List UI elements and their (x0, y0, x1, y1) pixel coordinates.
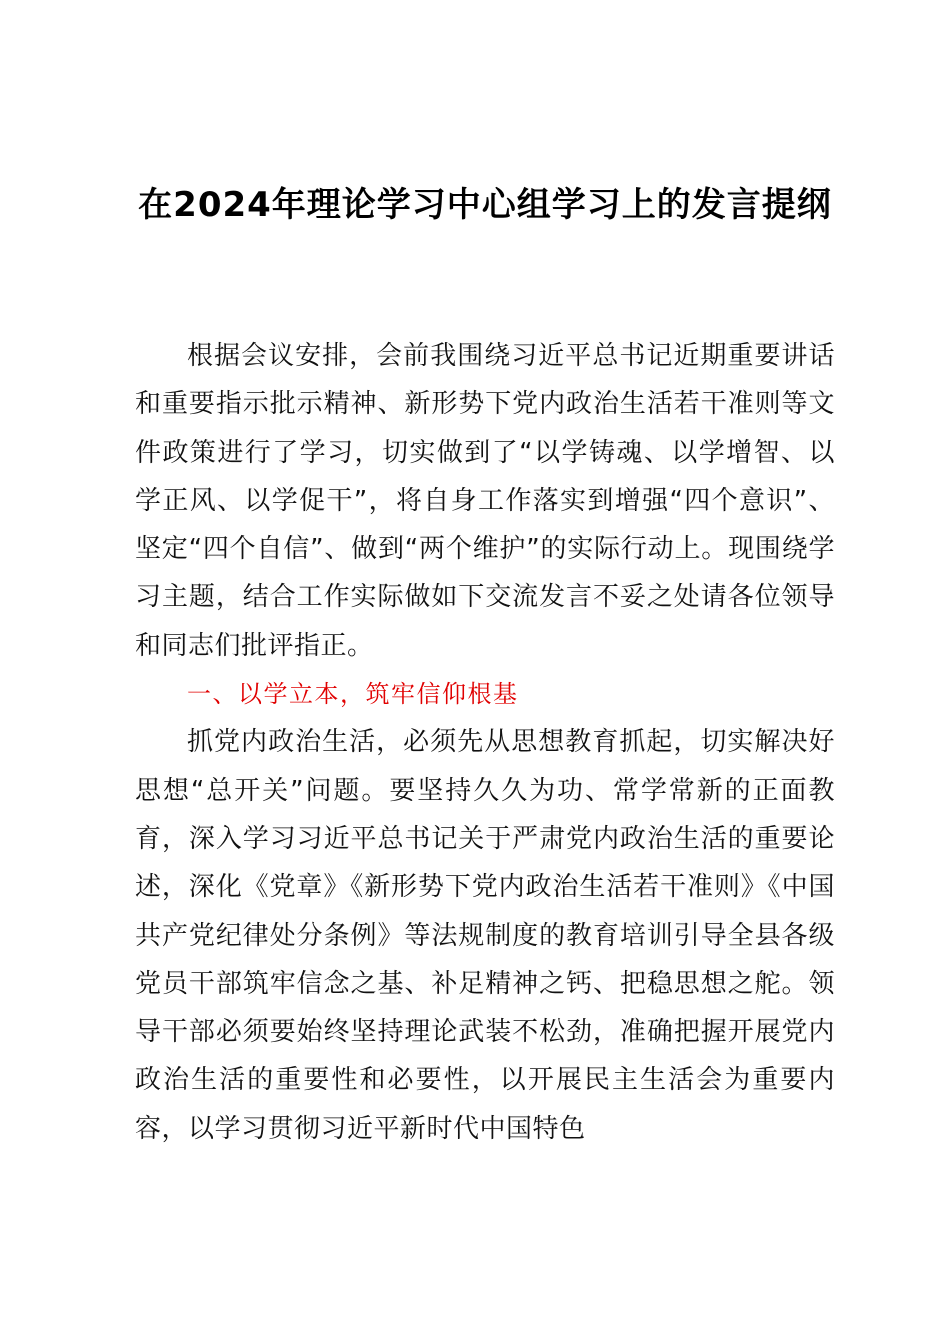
section-paragraph: 抓党内政治生活，必须先从思想教育抓起，切实解决好思想“总开关”问题。要坚持久久为功、常学常新的正面教育，深入学习习近平总书记关于严肃党内政治生活的重要论述，深化《党章》《新形势下党内政治生活若干准则》《中国共产党纪律处分条例》等法规制度的教育培训引导全县各级党员干部筑牢信念之基、补足精神之钙、把稳思想之舵。领导干部必须要始终坚持理论武装不松劲，准确把握开展党内政治生活的重要性和必要性，以开展民主生活会为重要内容，以学习贯彻习近平新时代中国特色 (135, 727, 835, 1144)
section-heading: 一、以学立本，筑牢信仰根基 (187, 680, 519, 709)
document-body (135, 332, 835, 1153)
intro-paragraph: 根据会议安排，会前我围绕习近平总书记近期重要讲话和重要指示批示精神、新形势下党内政治生活若干准则等文件政策进行了学习，切实做到了“以学铸魂、以学增智、以学正风、以学促干”，将自身工作落实到增强“四个意识”、坚定“四个自信”、做到“两个维护”的实际行动上。现围绕学习主题，结合工作实际做如下交流发言不妥之处请各位领导和同志们批评指正。 (135, 341, 835, 661)
document-title: 在2024年理论学习中心组学习上的发言提纲 (138, 185, 832, 225)
